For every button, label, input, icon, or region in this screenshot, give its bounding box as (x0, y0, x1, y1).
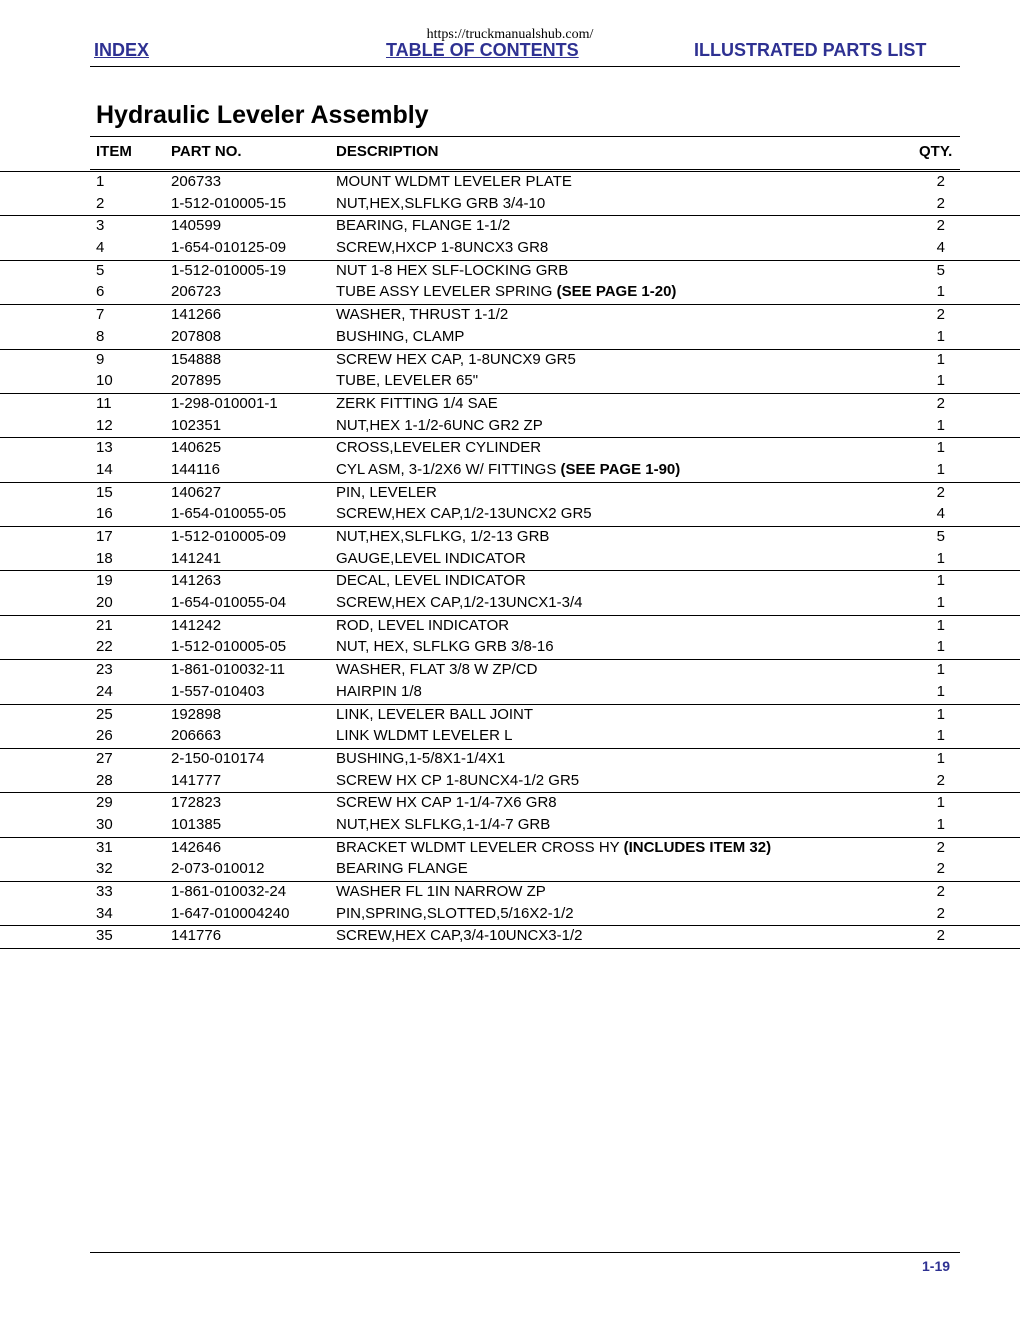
cell-description (336, 617, 509, 634)
cell-description (336, 772, 579, 789)
cell-part-no: 144116 (171, 460, 220, 478)
cell-item: 11 (96, 394, 112, 412)
cell-description (336, 860, 468, 877)
table-header-divider (90, 169, 960, 170)
cell-part-no: 101385 (171, 815, 222, 833)
cell-item: 5 (96, 261, 105, 279)
cell-qty: 1 (936, 549, 945, 567)
description-text: ROD, LEVEL INDICATOR (336, 616, 510, 634)
cell-part-no: 1-861-010032-24 (171, 883, 287, 900)
cell-item: 6 (96, 283, 105, 301)
table-row (0, 682, 1020, 704)
cell-qty: 1 (936, 594, 945, 612)
cell-description (336, 727, 512, 744)
cell-qty: 2 (936, 194, 945, 212)
description-text: LINK, LEVELER BALL JOINT (336, 705, 534, 723)
cell-description (336, 550, 526, 567)
cell-part-no: 141776 (171, 927, 222, 945)
cell-part-no: 1-861-010032-11 (171, 661, 285, 679)
nav-ipl-link[interactable]: ILLUSTRATED PARTS LIST (694, 40, 927, 60)
cell-qty: 1 (936, 572, 945, 590)
cell-item: 18 (96, 549, 113, 567)
cell-part-no: 207808 (171, 327, 222, 345)
cell-qty: 1 (936, 815, 945, 833)
cell-qty: 2 (936, 483, 945, 501)
cell-description (336, 372, 478, 389)
cell-description (336, 195, 545, 212)
cell-part-no: 141263 (171, 572, 222, 590)
description-text: GAUGE,LEVEL INDICATOR (336, 549, 526, 567)
table-row (0, 327, 1020, 349)
cell-qty: 1 (936, 372, 945, 390)
cell-description (336, 283, 676, 300)
table-row (0, 637, 1020, 659)
description-text: BUSHING, CLAMP (336, 327, 465, 345)
description-text: TUBE, LEVELER 65" (336, 372, 479, 390)
table-row (0, 371, 1020, 393)
description-text: WASHER, FLAT 3/8 W ZP/CD (336, 661, 538, 679)
description-note: (SEE PAGE 1-90) (560, 460, 681, 478)
cell-item: 29 (96, 794, 113, 812)
cell-part-no: 1-512-010005-19 (171, 261, 287, 279)
table-row (0, 393, 1020, 416)
table-row (0, 482, 1020, 505)
cell-part-no: 140625 (171, 439, 222, 457)
table-row (0, 570, 1020, 593)
description-text: SCREW HEX CAP, 1-8UNCX9 GR5 (336, 350, 576, 368)
cell-qty: 2 (936, 860, 945, 878)
table-row (0, 504, 1020, 526)
description-text: MOUNT WLDMT LEVELER PLATE (336, 173, 572, 190)
cell-item: 25 (96, 705, 113, 723)
table-row (0, 704, 1020, 727)
cell-qty: 2 (936, 771, 945, 789)
table-row (0, 349, 1020, 372)
cell-part-no: 141241 (171, 549, 222, 567)
table-row (0, 748, 1020, 771)
table-row (0, 925, 1020, 948)
source-url: https://truckmanualshub.com/ (426, 27, 594, 42)
cell-description (336, 439, 541, 456)
cell-item: 33 (96, 883, 113, 900)
description-note: (INCLUDES ITEM 32) (623, 838, 772, 856)
cell-description (336, 239, 548, 256)
description-text: SCREW,HXCP 1-8UNCX3 GR8 (336, 239, 549, 257)
description-text: NUT,HEX SLFLKG,1-1/4-7 GRB (336, 815, 551, 833)
cell-item: 32 (96, 860, 113, 878)
description-text: SCREW HX CP 1-8UNCX4-1/2 GR5 (336, 771, 580, 789)
cell-item: 30 (96, 815, 113, 833)
cell-item: 17 (96, 528, 113, 545)
cell-description (336, 638, 554, 655)
cell-qty: 1 (936, 638, 945, 656)
header-divider (90, 66, 960, 67)
cell-qty: 1 (936, 460, 945, 478)
description-text: BRACKET WLDMT LEVELER CROSS HY (336, 838, 624, 856)
cell-description (336, 328, 464, 345)
cell-description (336, 395, 498, 412)
cell-description (336, 351, 576, 368)
cell-description (336, 217, 510, 234)
cell-qty: 1 (936, 350, 945, 368)
cell-qty: 2 (936, 394, 945, 412)
cell-description (336, 461, 680, 478)
description-text: DECAL, LEVEL INDICATOR (336, 572, 526, 590)
cell-part-no: 140599 (171, 217, 222, 235)
description-text: BUSHING,1-5/8X1-1/4X1 (336, 749, 506, 767)
table-row (0, 881, 1020, 904)
table-row (0, 171, 1020, 194)
cell-item: 3 (96, 217, 105, 235)
description-text: NUT 1-8 HEX SLF-LOCKING GRB (336, 261, 569, 279)
description-text: SCREW,HEX CAP,3/4-10UNCX3-1/2 (336, 927, 583, 945)
description-text: TUBE ASSY LEVELER SPRING (336, 283, 557, 301)
table-row (0, 904, 1020, 926)
cell-description (336, 750, 505, 767)
cell-item: 14 (96, 460, 113, 478)
cell-qty: 1 (936, 749, 945, 767)
page-number: 1-19 (922, 1258, 951, 1274)
description-text: ZERK FITTING 1/4 SAE (336, 394, 498, 412)
cell-part-no: 1-512-010005-05 (171, 638, 287, 656)
table-row (0, 260, 1020, 283)
cell-item: 31 (96, 838, 113, 856)
cell-part-no: 141266 (171, 306, 222, 324)
cell-part-no: 1-654-010055-04 (171, 594, 287, 612)
cell-part-no: 142646 (171, 838, 222, 856)
cell-description (336, 927, 582, 944)
description-text: SCREW HX CAP 1-1/4-7X6 GR8 (336, 794, 557, 812)
table-row (0, 416, 1020, 438)
cell-item: 22 (96, 638, 113, 656)
cell-qty: 1 (936, 661, 945, 679)
description-text: NUT,HEX,SLFLKG, 1/2-13 GRB (336, 528, 550, 545)
table-row (0, 837, 1020, 860)
description-text: SCREW,HEX CAP,1/2-13UNCX1-3/4 (336, 594, 583, 612)
cell-description (336, 883, 546, 900)
cell-qty: 1 (936, 794, 945, 812)
cell-qty: 2 (936, 904, 945, 922)
table-row (0, 549, 1020, 571)
cell-part-no: 2-150-010174 (171, 749, 265, 767)
cell-item: 27 (96, 749, 113, 767)
cell-description (336, 528, 549, 545)
cell-qty: 4 (936, 505, 945, 523)
cell-part-no: 206733 (171, 173, 222, 190)
cell-qty: 5 (936, 261, 945, 279)
table-row (0, 194, 1020, 216)
cell-description (336, 839, 771, 856)
cell-description (336, 661, 537, 678)
cell-description (336, 572, 526, 589)
cell-part-no: 1-557-010403 (171, 682, 265, 700)
cell-part-no: 1-512-010005-15 (171, 194, 287, 212)
description-text: NUT, HEX, SLFLKG GRB 3/8-16 (336, 638, 554, 656)
cell-description (336, 173, 572, 190)
cell-description (336, 794, 557, 811)
table-header (0, 143, 1020, 163)
cell-description (336, 683, 422, 700)
cell-qty: 2 (936, 173, 945, 190)
cell-item: 21 (96, 616, 113, 634)
cell-qty: 1 (936, 727, 945, 745)
table-row (0, 792, 1020, 815)
cell-item: 8 (96, 327, 105, 345)
cell-item: 20 (96, 594, 113, 612)
cell-qty: 1 (936, 682, 945, 700)
cell-item: 1 (96, 173, 105, 190)
cell-part-no: 154888 (171, 350, 222, 368)
table-row (0, 771, 1020, 793)
cell-item: 23 (96, 661, 113, 679)
cell-part-no: 206723 (171, 283, 222, 301)
description-text: BEARING, FLANGE 1-1/2 (336, 217, 511, 235)
cell-part-no: 1-654-010125-09 (171, 239, 287, 257)
cell-part-no: 141777 (171, 771, 222, 789)
cell-item: 7 (96, 306, 105, 324)
cell-item: 16 (96, 505, 113, 523)
cell-qty: 2 (936, 217, 945, 235)
table-row (0, 215, 1020, 238)
cell-description (336, 306, 508, 323)
cell-part-no: 207895 (171, 372, 222, 390)
cell-part-no: 192898 (171, 705, 222, 723)
cell-part-no: 206663 (171, 727, 222, 745)
cell-description (336, 706, 533, 723)
table-row (0, 238, 1020, 260)
cell-description (336, 484, 437, 501)
description-text: PIN, LEVELER (336, 483, 437, 501)
cell-qty: 1 (936, 327, 945, 345)
description-note: (SEE PAGE 1-20) (556, 283, 677, 301)
cell-part-no: 141242 (171, 616, 222, 634)
cell-qty: 5 (936, 528, 945, 545)
cell-description (336, 594, 582, 611)
table-row (0, 304, 1020, 327)
cell-item: 9 (96, 350, 105, 368)
table-row (0, 282, 1020, 304)
col-header-item: ITEM (96, 143, 132, 160)
cell-part-no: 1-647-010004240 (171, 904, 290, 922)
cell-item: 2 (96, 194, 105, 212)
cell-qty: 1 (936, 705, 945, 723)
cell-part-no: 1-512-010005-09 (171, 528, 287, 545)
cell-qty: 2 (936, 838, 945, 856)
table-row (0, 615, 1020, 638)
nav-index-link[interactable]: INDEX (94, 40, 150, 60)
cell-item: 24 (96, 682, 113, 700)
table-row (0, 726, 1020, 748)
parts-table-body (0, 171, 1020, 949)
description-text: WASHER FL 1IN NARROW ZP (336, 883, 546, 900)
cell-qty: 2 (936, 306, 945, 324)
table-row (0, 659, 1020, 682)
col-header-description: DESCRIPTION (336, 143, 439, 160)
table-row (0, 526, 1020, 549)
cell-qty: 1 (936, 416, 945, 434)
description-text: LINK WLDMT LEVELER L (336, 727, 513, 745)
cell-part-no: 2-073-010012 (171, 860, 265, 878)
cell-item: 4 (96, 239, 105, 257)
table-row (0, 859, 1020, 881)
cell-item: 19 (96, 572, 113, 590)
col-header-qty: QTY. (919, 143, 953, 160)
cell-part-no: 102351 (171, 416, 222, 434)
cell-item: 35 (96, 927, 113, 945)
cell-description (336, 905, 574, 922)
description-text: NUT,HEX,SLFLKG GRB 3/4-10 (336, 194, 546, 212)
cell-item: 15 (96, 483, 113, 501)
cell-description (336, 417, 543, 434)
description-text: PIN,SPRING,SLOTTED,5/16X2-1/2 (336, 904, 574, 922)
title-divider (90, 136, 960, 137)
col-header-part: PART NO. (171, 143, 242, 160)
cell-item: 34 (96, 904, 113, 922)
cell-item: 28 (96, 771, 113, 789)
table-row (0, 815, 1020, 837)
cell-qty: 4 (936, 239, 945, 257)
description-text: BEARING FLANGE (336, 860, 468, 878)
cell-qty: 1 (936, 616, 945, 634)
cell-qty: 1 (936, 283, 945, 301)
cell-qty: 2 (936, 927, 945, 945)
table-end-divider (0, 948, 1020, 949)
cell-part-no: 1-654-010055-05 (171, 505, 287, 523)
cell-qty: 2 (936, 883, 945, 900)
cell-part-no: 1-298-010001-1 (171, 394, 278, 412)
cell-description (336, 505, 592, 522)
cell-description (336, 262, 568, 279)
cell-item: 12 (96, 416, 113, 434)
description-text: SCREW,HEX CAP,1/2-13UNCX2 GR5 (336, 505, 592, 523)
description-text: CYL ASM, 3-1/2X6 W/ FITTINGS (336, 460, 561, 478)
cell-item: 13 (96, 439, 113, 457)
cell-qty: 1 (936, 439, 945, 457)
description-text: CROSS,LEVELER CYLINDER (336, 439, 542, 457)
cell-description (336, 816, 550, 833)
table-row (0, 437, 1020, 460)
page-title: Hydraulic Leveler Assembly (96, 101, 429, 129)
nav-toc-link[interactable]: TABLE OF CONTENTS (386, 40, 579, 60)
description-text: HAIRPIN 1/8 (336, 682, 422, 700)
cell-part-no: 140627 (171, 483, 222, 501)
table-row (0, 460, 1020, 482)
description-text: NUT,HEX 1-1/2-6UNC GR2 ZP (336, 416, 543, 434)
footer-divider (90, 1252, 960, 1253)
cell-item: 10 (96, 372, 113, 390)
cell-item: 26 (96, 727, 113, 745)
description-text: WASHER, THRUST 1-1/2 (336, 306, 509, 324)
table-row (0, 593, 1020, 615)
cell-part-no: 172823 (171, 794, 222, 812)
